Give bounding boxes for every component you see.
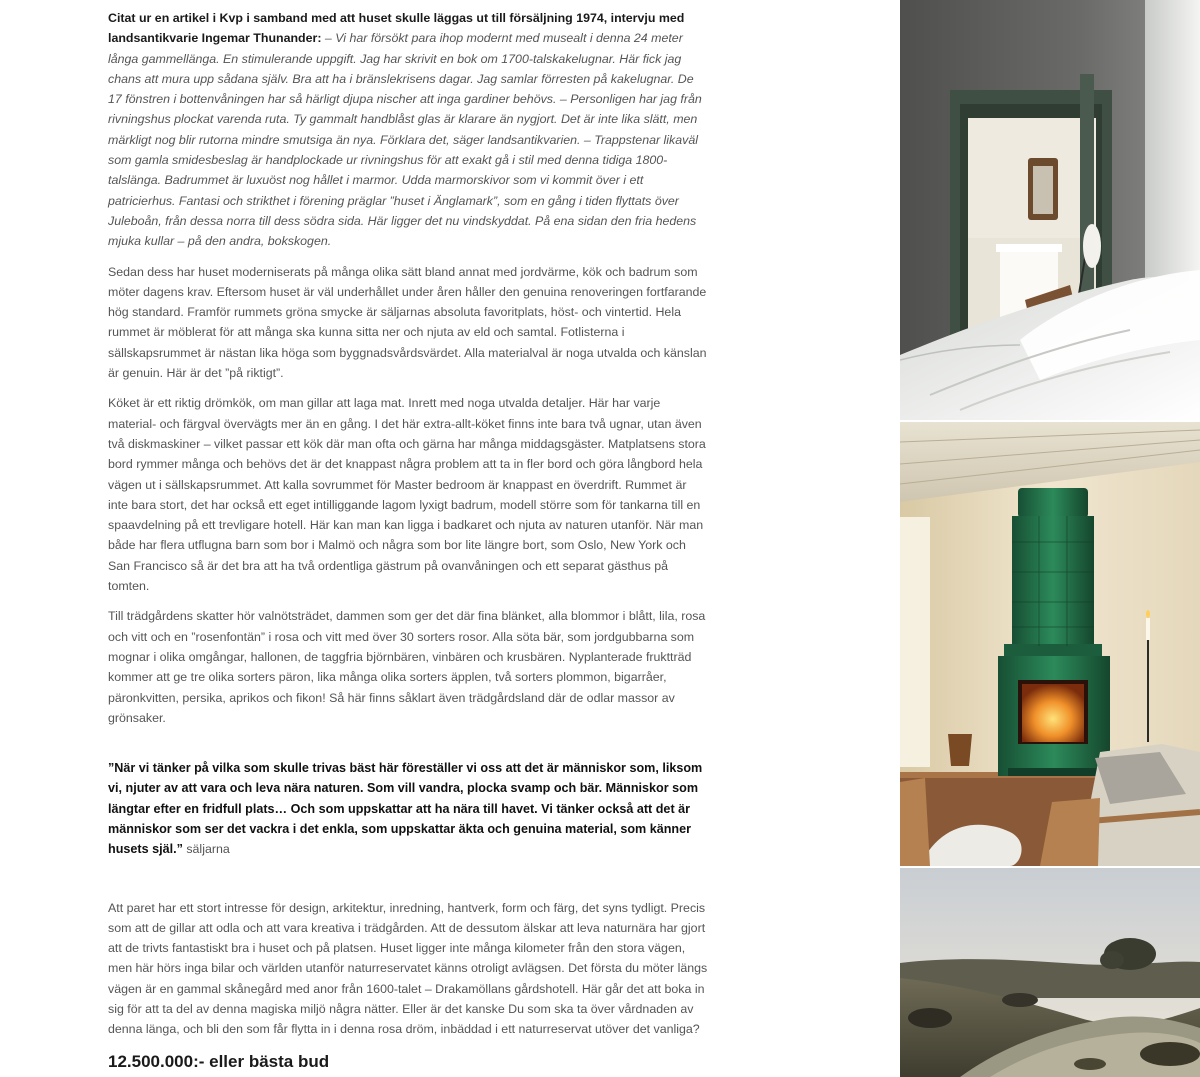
intro-lead: Citat ur en artikel i Kvp i samband med att huset skulle läggas ut till försäljning 1974, intervju med landsantikvarie Ingemar Thunander:: [108, 11, 685, 46]
green-stove-photo-image: [900, 422, 1200, 866]
kitchen-paragraph: Köket är ett riktig drömkök, om man gillar att laga mat. Inrett med noga utvalda detaljer. Här har varje material- och färgval övervägts mer än en gång. I det här extra-allt-köket finns inte bara två ugnar, utan även två diskmaskiner – vilket passar ett kök där man ofta och gärna har många middagsgäster. Matplatsens stora bord rymmer många och behövs det är det knappast några problem att ta in fler bord och göra långbord hela vägen ut i sällskapsrummet. Att kalla sovrummet för Master bedroom är knappast en överdrift. Rummet är inte bara stort, det har också ett eget intilliggande lagom lyxigt badrum, modell större som för tankarna till en spaavdelning på ett trevligare hotell. Här kan man kan ligga i badkaret och njuta av naturen utanför. När man både har flera utflugna barn som bor i Malmö och några som bor lite längre bort, som Oslo, New York och San Francisco så är det bra att ha två ordentliga gästrum på ovanvåningen och ett separat gästhus på tomten.: [108, 396, 706, 594]
price-heading: 12.500.000:- eller bästa bud: [108, 1051, 330, 1071]
seller-quote-source: säljarna: [182, 842, 230, 857]
closing-paragraph: Att paret har ett stort intresse för design, arkitektur, inredning, hantverk, form och färg, det syns tydligt. Precis som att de gillar att odla och att vara kreativa i trädgården. Att de dessutom älskar att leva naturnära har gjort att de trivts fantastiskt bra i huset och på platsen. Huset ligger inte många kilometer från den stora vägen, men här hörs inga bilar och världen utanför naturreservatet känns otroligt avlägsen. Det första du möter längs vägen är en gammal skånegård med anor från 1600-talet – Drakamöllans gårdshotell. Här går det att boka in sig för att ta del av denna magiska miljö några nätter. Eller är det kanske Du som ska ta över vårdnaden av denna länga, och bli den som får flytta in i denna rosa dröm, inbäddad i ett naturreservat utöver det vanliga?: [108, 900, 708, 1037]
seller-quote-text: ”När vi tänker på vilka som skulle trivas bäst här föreställer vi oss att det är människor som, liksom vi, njuter av att vara och leva nära naturen. Som vill vandra, plocka svamp och bär. Människor som längtar efter en fridfull plats… Och som uppskattar att ha nära till havet. Vi tänker också att det är människor som ser det vackra i det enkla, som uppskattar äkta och genuina material, som känner husets själ.”: [108, 761, 703, 857]
article-text-column: [108, 8, 708, 1077]
heathland-photo-image: [900, 868, 1200, 1077]
intro-quote: – Vi har försökt para ihop modernt med musealt i denna 24 meter långa gammellänga. En stimulerande uppgift. Jag har skrivit en bok om 1700-talskakelugnar. Här fick jag chans att mura upp sådana själv. Bra att ha i bränslekrisens dagar. Jag samlar förresten på kakelugnar. De 17 fönstren i bottenvåningen har så härligt djupa nischer att inga gardiner behövs. – Personligen har jag från rivningshus plockat varenda ruta. Ty gammalt handblåst glas är klarare än nygjort. Det är inte lika slätt, men märkligt nog blir rutorna mindre smutsiga än nya. Förklara det, säger landsantikvarien. – Trappstenar likaväl som gamla smidesbeslag är handplockade ur rivningshus för att exakt gå i stil med denna tidiga 1800-talslänga. Badrummet är luxuöst nog hållet i marmor. Udda marmorskivor som vi kommit över i ett patricierhus. Fantasi och strikthet i förening präglar ”huset i Änglamark”, som en gång i tiden flyttats över Juleboån, från dessa norra till dess södra sida. Här ligger det nu vindskyddat. På ena sidan den fria hedens mjuka kullar – på den andra, bokskogen.: [108, 31, 702, 249]
intro-paragraph: [108, 8, 708, 252]
heathland-photo[interactable]: [900, 868, 1200, 1077]
bedroom-photo[interactable]: [900, 0, 1200, 420]
seller-quote: [108, 758, 708, 859]
bedroom-photo-image: [900, 0, 1200, 420]
green-stove-photo[interactable]: [900, 422, 1200, 866]
garden-paragraph: Till trädgårdens skatter hör valnötsträdet, dammen som ger det där fina blänket, alla blommor i blått, lila, rosa och vitt och en ”rosenfontän” i rosa och vitt med över 30 sorters rosor. Alla söta bär, som jordgubbarna som mognar i olika omgångar, hallonen, de taggfria björnbären, vinbären och krusbären. Nyplanterade fruktträd kommer att ge tre olika sorters päron, lika många olika sorters äpplen, två sorters plommon, bigarråer, päronkvitten, persika, aprikos och fikon! Så här finns såklart även trädgårdsland där de odlar massor av grönsaker.: [108, 609, 706, 725]
modernization-paragraph: Sedan dess har huset moderniserats på många olika sätt bland annat med jordvärme, kök och badrum som möter dagens krav. Eftersom huset är väl underhållet under åren håller den genuina renoveringen fortfarande hög standard. Framför rummets gröna smycke är säljarnas absoluta favoritplats, höst- och vintertid. Hela rummet är möblerat för att många ska kunna sitta ner och njuta av eld och samtal. Fotlisterna i sällskapsrummet är nästan lika höga som byggnadsvårdsvärdet. Alla materialval är noga utvalda och känslan är genuin. Här är det ”på riktigt”.: [108, 264, 707, 381]
photo-column: [900, 0, 1200, 1077]
